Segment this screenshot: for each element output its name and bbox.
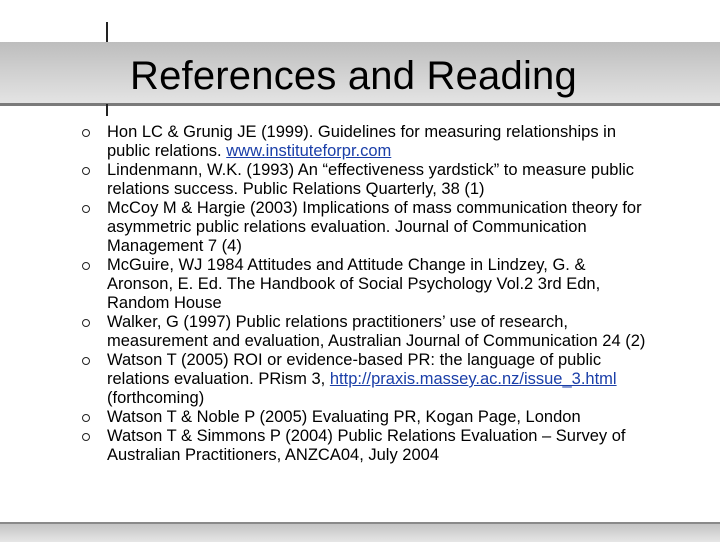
bullet-circle-icon <box>82 262 90 270</box>
bullet-circle-icon <box>82 357 90 365</box>
reference-item <box>82 256 697 313</box>
bullet-circle-icon <box>82 319 90 327</box>
reference-text: Hon LC & Grunig JE (1999). Guidelines for measuring relationships in public relations. <box>107 123 617 160</box>
reference-text: Walker, G (1997) Public relations practitioners’ use of research, measurement and evaluation, Australian Journal of Communication 24 (2) <box>107 313 646 350</box>
reference-link[interactable]: http://praxis.massey.ac.nz/issue_3.html <box>329 370 617 388</box>
reference-item <box>82 161 697 199</box>
reference-text: Lindenmann, W.K. (1993) An “effectiveness yardstick” to measure public relations success. Public Relations Quarterly, 38 (1) <box>107 161 635 198</box>
reference-text-continued: (forthcoming) <box>107 389 205 407</box>
bullet-circle-icon <box>82 414 90 422</box>
title-accent-line-bottom <box>106 104 108 116</box>
bullet-circle-icon <box>82 205 90 213</box>
reference-text: Watson T (2005) ROI or evidence-based PR: the language of public relations evaluation. PRism 3, <box>107 351 602 388</box>
reference-item <box>82 427 697 465</box>
bullet-circle-icon <box>82 129 90 137</box>
reference-text: McCoy M & Hargie (2003) Implications of mass communication theory for asymmetric public relations evaluation. Journal of Communication Management 7 (4) <box>107 199 642 255</box>
footer-bar <box>0 522 720 542</box>
reference-text: McGuire, WJ 1984 Attitudes and Attitude Change in Lindzey, G. & Aronson, E. Ed. The Handbook of Social Psychology Vol.2 3rd Edn, Random House <box>107 256 601 312</box>
reference-link[interactable]: www.instituteforpr.com <box>226 142 392 160</box>
reference-item <box>82 313 697 351</box>
title-accent-line-top <box>106 22 108 42</box>
reference-item <box>82 408 697 427</box>
bullet-circle-icon <box>82 433 90 441</box>
title-bar-divider <box>0 103 720 106</box>
reference-item <box>82 351 697 408</box>
bullet-circle-icon <box>82 167 90 175</box>
reference-item <box>82 199 697 256</box>
reference-text: Watson T & Simmons P (2004) Public Relations Evaluation – Survey of Australian Practitioners, ANZCA04, July 2004 <box>107 427 626 464</box>
reference-list <box>82 123 697 465</box>
reference-item <box>82 123 697 161</box>
reference-text: Watson T & Noble P (2005) Evaluating PR, Kogan Page, London <box>107 408 581 426</box>
slide-title: References and Reading <box>130 54 577 98</box>
